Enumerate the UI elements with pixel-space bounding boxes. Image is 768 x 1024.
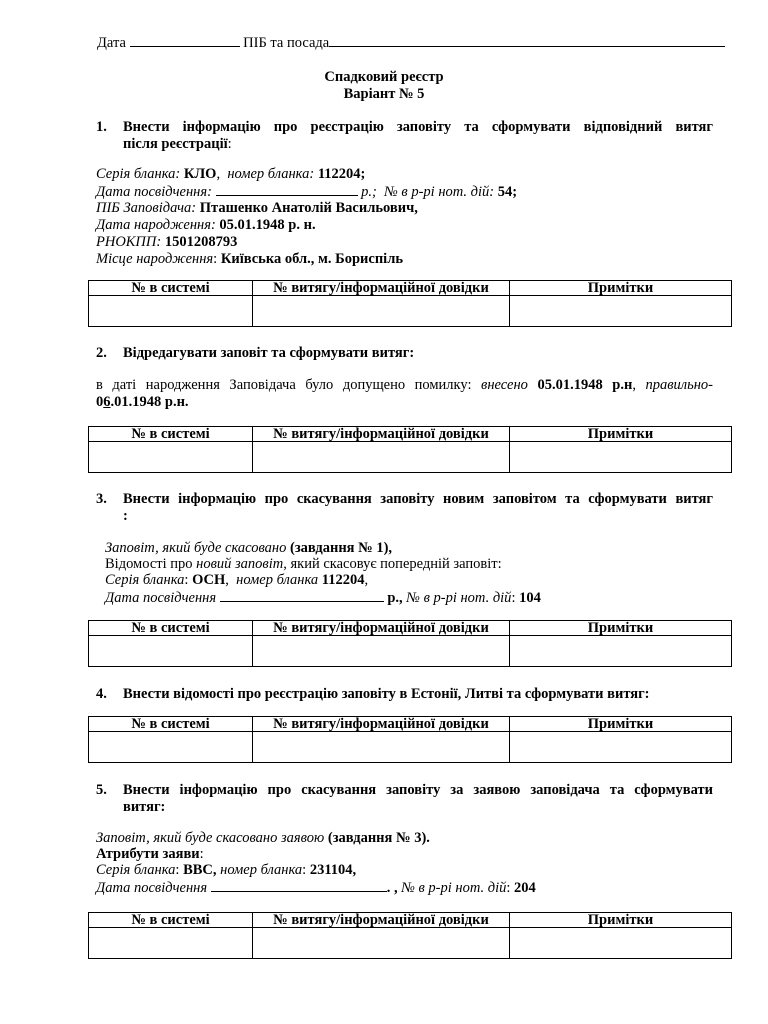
- col-system-number: № в системі: [89, 427, 253, 442]
- cell-system-number[interactable]: [89, 442, 253, 473]
- doc-variant: Варіант № 5: [343, 86, 425, 102]
- task3-text-line1: Внести інформацію про скасування заповіту новим заповітом та сформувати витяг: [123, 491, 713, 507]
- task2-text: Відредагувати заповіт та сформувати витяг:: [123, 345, 415, 361]
- reg-value: 104: [519, 590, 541, 606]
- task4-table: [88, 716, 732, 763]
- table-header-row: [89, 717, 732, 732]
- cell-extract-number[interactable]: [253, 636, 510, 667]
- number-label: номер бланка:: [227, 166, 315, 182]
- table-header-row: [89, 427, 732, 442]
- table-row: [89, 928, 732, 959]
- table-row: [89, 296, 732, 327]
- number-value: 112204;: [317, 166, 366, 182]
- task5-series-line: Серія бланка: ВВС, номер бланка: 231104,: [96, 862, 357, 878]
- task5-attrs-line: Атрибути заяви:: [96, 846, 204, 862]
- attrs-label: Атрибути заяви: [96, 846, 200, 862]
- col-extract-number: № витягу/інформаційної довідки: [253, 621, 510, 636]
- table-header-row: [89, 621, 732, 636]
- task5-number: 5.: [96, 782, 107, 798]
- series-label: Серія бланка: [105, 572, 185, 588]
- reg-value: 54;: [497, 184, 518, 200]
- task1-table: [88, 280, 732, 327]
- table-header-row: [89, 913, 732, 928]
- cell-extract-number[interactable]: [253, 928, 510, 959]
- birthplace-label: Місце народження: [96, 251, 214, 267]
- task1-text-line2-bold: після реєстрації: [123, 136, 228, 152]
- col-system-number: № в системі: [89, 621, 253, 636]
- entered-label: внесено: [481, 377, 528, 393]
- cancel-ref: (завдання № 3).: [327, 830, 430, 846]
- birth-value: 05.01.1948 р. н.: [219, 217, 316, 233]
- testator-label: ПІБ Заповідача:: [96, 200, 197, 216]
- series-value: ОСН: [192, 572, 226, 588]
- doc-title: Спадковий реєстр: [324, 69, 444, 85]
- task1-cert-line: [96, 183, 517, 200]
- cell-system-number[interactable]: [89, 732, 253, 763]
- col-notes: Примітки: [510, 913, 732, 928]
- correct-value-post: .01.1948 р.н.: [110, 394, 189, 410]
- task5-text-line2: витяг:: [123, 799, 166, 815]
- number-value: 231104,: [309, 862, 357, 878]
- pib-blank: [329, 34, 725, 47]
- col-system-number: № в системі: [89, 281, 253, 296]
- correct-value-underlined: 6: [103, 394, 111, 410]
- cert-date-blank: [220, 589, 384, 602]
- cancel-label: Заповіт, який буде скасовано заявою: [96, 830, 325, 846]
- testator-value: Пташенко Анатолій Васильович,: [199, 200, 418, 216]
- table-header-row: [89, 281, 732, 296]
- table-row: [89, 442, 732, 473]
- cell-extract-number[interactable]: [253, 442, 510, 473]
- col-extract-number: № витягу/інформаційної довідки: [253, 281, 510, 296]
- task5-cert-line: Дата посвідчення . , № в р-рі нот. дій: 204: [96, 880, 536, 896]
- task5-table: [88, 912, 732, 959]
- col-notes: Примітки: [510, 717, 732, 732]
- number-label: номер бланка: [236, 572, 319, 588]
- number-value: 112204: [321, 572, 365, 588]
- col-extract-number: № витягу/інформаційної довідки: [253, 717, 510, 732]
- col-notes: Примітки: [510, 427, 732, 442]
- task3-table: [88, 620, 732, 667]
- cell-notes[interactable]: [510, 636, 732, 667]
- task3-series-line: Серія бланка: ОСН, номер бланка 112204,: [105, 572, 369, 588]
- task5-cancel-line: [96, 830, 430, 846]
- task1-rnokpp-line: [96, 234, 237, 250]
- task3-info-line: [105, 556, 502, 572]
- birthplace-value: Київська обл., м. Бориспіль: [220, 251, 403, 267]
- task2-line2: [96, 394, 189, 410]
- task2-line1: в даті народження Заповідача було допущено помилку: внесено 05.01.1948 р.н, правильно-: [96, 377, 714, 393]
- cert-date-suffix: р.;: [361, 184, 377, 200]
- reg-label: № в р-рі нот. дій: [406, 590, 512, 606]
- task1-birth-line: [96, 217, 316, 233]
- cell-extract-number[interactable]: [253, 296, 510, 327]
- col-notes: Примітки: [510, 281, 732, 296]
- task1-text-line2: [123, 136, 232, 152]
- cell-notes[interactable]: [510, 442, 732, 473]
- cert-date-label: Дата посвідчення: [96, 880, 208, 896]
- cert-date-suffix: . ,: [386, 880, 398, 896]
- correct-value-pre: 0: [96, 394, 104, 410]
- task3-text-line2: :: [123, 508, 128, 524]
- cell-notes[interactable]: [510, 928, 732, 959]
- cancel-ref: (завдання № 1),: [290, 540, 393, 556]
- task1-colon: :: [227, 136, 232, 152]
- cert-date-blank: [211, 879, 387, 892]
- task1-number: 1.: [96, 119, 107, 135]
- col-extract-number: № витягу/інформаційної довідки: [253, 913, 510, 928]
- date-blank: [130, 34, 240, 47]
- task2-table: [88, 426, 732, 473]
- info-pre: Відомості про: [105, 556, 193, 572]
- task5-text-line1: Внести інформацію про скасування заповіту за заявою заповідача та сформувати: [123, 782, 713, 798]
- reg-value: 204: [514, 880, 536, 896]
- info-post: , який скасовує попередній заповіт:: [283, 556, 502, 572]
- cert-date-suffix: р.,: [387, 590, 403, 606]
- reg-label: № в р-рі нот. дій: [401, 880, 507, 896]
- table-row: [89, 636, 732, 667]
- task1-series-line: Серія бланка: КЛО, номер бланка: 112204;: [96, 166, 366, 182]
- task1-testator-line: [96, 200, 418, 216]
- cell-system-number[interactable]: [89, 928, 253, 959]
- reg-label: № в р-рі нот. дій:: [384, 184, 495, 200]
- rnokpp-value: 1501208793: [164, 234, 238, 250]
- task2-error-text: в даті народження Заповідача було допущено помилку:: [96, 377, 472, 393]
- table-row: [89, 732, 732, 763]
- series-value: КЛО: [183, 166, 217, 182]
- series-label: Серія бланка:: [96, 166, 181, 182]
- cert-date-label: Дата посвідчення: [105, 590, 217, 606]
- col-system-number: № в системі: [89, 717, 253, 732]
- cell-system-number[interactable]: [89, 296, 253, 327]
- task1-text-line1: Внести інформацію про реєстрацію заповіту та сформувати відповідний витяг: [123, 119, 713, 135]
- cert-date-label: Дата посвідчення:: [96, 184, 212, 200]
- rnokpp-label: РНОКПП:: [96, 234, 162, 250]
- task4-text: Внести відомості про реєстрацію заповіту в Естонії, Литві та сформувати витяг:: [123, 686, 650, 702]
- task4-number: 4.: [96, 686, 107, 702]
- series-value: ВВС,: [183, 862, 217, 878]
- task1-birthplace-line: Місце народження: Київська обл., м. Бориспіль: [96, 251, 403, 267]
- entered-value: 05.01.1948 р.н: [537, 377, 633, 393]
- birth-label: Дата народження:: [96, 217, 216, 233]
- info-italic: новий заповіт: [196, 556, 284, 572]
- col-system-number: № в системі: [89, 913, 253, 928]
- correct-label: правильно-: [645, 377, 714, 393]
- col-notes: Примітки: [510, 621, 732, 636]
- cell-system-number[interactable]: [89, 636, 253, 667]
- cell-extract-number[interactable]: [253, 732, 510, 763]
- task3-number: 3.: [96, 491, 107, 507]
- task3-cancel-line: [105, 540, 392, 556]
- header-line: [97, 34, 725, 51]
- cell-notes[interactable]: [510, 732, 732, 763]
- date-label: Дата: [97, 35, 126, 51]
- series-label: Серія бланка: [96, 862, 176, 878]
- task2-number: 2.: [96, 345, 107, 361]
- col-extract-number: № витягу/інформаційної довідки: [253, 427, 510, 442]
- number-label: номер бланка: [220, 862, 303, 878]
- cell-notes[interactable]: [510, 296, 732, 327]
- task3-cert-line: Дата посвідчення р., № в р-рі нот. дій: 104: [105, 590, 541, 606]
- pib-label: ПІБ та посада: [243, 35, 330, 51]
- cancel-label: Заповіт, який буде скасовано: [105, 540, 287, 556]
- cert-date-blank: [216, 183, 358, 196]
